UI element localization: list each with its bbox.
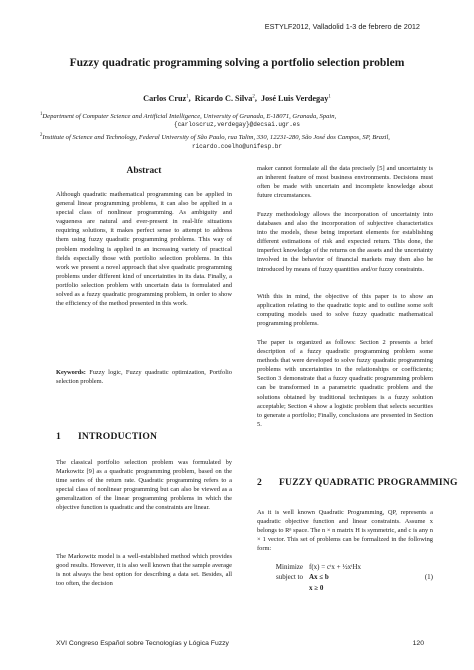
affiliation-mark: 1	[40, 112, 43, 117]
keywords-text: Fuzzy logic, Fuzzy quadratic optimization, Portfolio selection problem.	[56, 369, 232, 386]
equation-row	[257, 583, 433, 593]
equation-number: (1)	[424, 573, 433, 582]
section-number: 2	[257, 477, 262, 488]
intro-paragraph-1: The classical portfolio selection problem was formulated by Markowitz [9] as a quadratic programming problem, based on the time series of the return rate. Quadratic programming refers to a special class of nonlinear programming but can also be viewed as a generalization of the linear programming problems in which the objective function is quadratic and the constraints are linear.	[56, 459, 232, 512]
intro-paragraph-6: The paper is organized as follows: Section 2 presents a brief description of a fuzzy quadratic programming problem some methods that were developed to solve fuzzy quadratic programming problems with uncertainties in the relationships or coefficients; Section 3 demonstrate that a fuzzy quadratic programming problem can be transformed in a parametric quadratic problem and the solutions obtained by traditional techniques is a fuzzy solution acceptable; Section 4 show a logistic problem that selects securities to generate a portfolio; Finally, conclusions are presented in Section 5.	[257, 339, 433, 428]
equation-row	[257, 562, 433, 572]
intro-paragraph-5: With this in mind, the objective of this paper is to show an application relating to the quadratic topic and to outline some soft computing models used to solve fuzzy quadratic mathematical programming problems.	[257, 293, 433, 328]
author-name: Carlos Cruz	[143, 94, 187, 103]
equation-1	[257, 562, 433, 593]
affiliation-email-2: ricardo.coelho@unifesp.br	[191, 143, 282, 150]
footer-conference: XVI Congreso Español sobre Tecnologías y Lógica Fuzzy	[56, 640, 229, 647]
author-name: José Luis Verdegay	[260, 94, 329, 103]
author-affiliation-mark: 1	[328, 94, 331, 100]
author-affiliation-mark: 1	[186, 94, 189, 100]
keywords-label: Keywords:	[56, 369, 86, 376]
section-1-heading	[56, 431, 157, 442]
running-header: ESTYLF2012, Valladolid 1-3 de febrero de 2012	[264, 22, 420, 31]
abstract-body: Although quadratic mathematical programming can be applied in general linear programming problems, it can also be applied in a special class of nonlinear programming. As ambiguity and vagueness are natural and ever-present in real-life situations requiring solutions, it makes perfect sense to attempt to address them using fuzzy quadratic programming problems. This way of problem modeling is applied in an increasing variety of practical fields especially those with portfolio selection problems. In this work we present a novel approach that slve quadratic programming problems under different kind of uncertainties in its data. Finally, a portfolio selection problem with uncertain data is formulated and solved as a fuzzy quadratic programming problem, in order to show the efficiency of the method presented in this work.	[56, 191, 232, 308]
abstract-heading: Abstract	[126, 166, 162, 176]
equation-label: Minimize	[275, 563, 303, 571]
section-number: 1	[56, 431, 61, 442]
equation-label: subject to	[275, 573, 303, 582]
equation-expression: x ≥ 0	[309, 583, 324, 592]
equation-number	[419, 562, 433, 572]
affiliation-email-1: {carloscruz,verdegay}@decsai.ugr.es	[173, 121, 301, 128]
section-title: FUZZY QUADRATIC PROGRAMMING	[279, 477, 458, 488]
author-name: Ricardo C. Silva	[194, 94, 253, 103]
intro-paragraph-2: The Markowitz model is a well-established method which provides good results. However, it is also well known that the sample average is not always the best option for describing a data set. Besides, all too often, the decision	[56, 553, 232, 588]
section-2-heading	[257, 477, 458, 488]
affiliation-mark: 2	[40, 133, 43, 138]
equation-number	[419, 583, 433, 593]
affiliation-2	[40, 131, 450, 143]
affiliation-text: Institute of Science and Technology, Federal University of São Paulo, rua Talim, 330, 12231-280, São José dos Campos, SP, Brazil,	[42, 134, 390, 142]
page-number: 120	[412, 640, 424, 647]
section-title: INTRODUCTION	[78, 431, 158, 442]
author-list: Carlos Cruz$^1$, Ricardo C. Silva$^2$, José Luis Verdegay$^1$	[143, 94, 331, 103]
affiliation-text: Department of Computer Science and Artificial Intelligence, University of Granada, E-18071, Granada, Spain,	[42, 113, 337, 121]
equation-row	[257, 572, 433, 582]
author-affiliation-mark: 2	[252, 94, 255, 100]
section-2-paragraph-1: As it is well known Quadratic Programming, QP, represents a quadratic objective function and linear constraints. Assume x belongs to Rⁿ space. The n × n matrix H is symmetric, and c is any n × 1 vector. This set of problems can be formalized in the following form:	[257, 509, 433, 553]
intro-paragraph-4: Fuzzy methodology allows the incorporation of uncertainty into databases and also the incorporation of subjective characteristics into the models, these being important elements for establishing different estimations of risk and expected return. This done, the imperfect knowledge of the returns on the assets and the uncertainty involved in the behavior of financial markets may then also be introduced by means of fuzzy quantities and/or fuzzy constraints.	[257, 211, 433, 273]
equation-expression: f(x) = cᵗx + ½xᵗHx	[309, 563, 361, 571]
keywords	[56, 368, 232, 386]
intro-paragraph-3: maker cannot formulate all the data precisely [5] and uncertainty is an inherent feature of most business environments. Decisions must often be made with uncertain and incomplete knowledge about future circumstances.	[257, 165, 433, 200]
paper-title: Fuzzy quadratic programming solving a portfolio selection problem	[69, 56, 405, 69]
equation-label	[257, 583, 309, 593]
equation-expression: Ax ≤ b	[309, 573, 329, 582]
